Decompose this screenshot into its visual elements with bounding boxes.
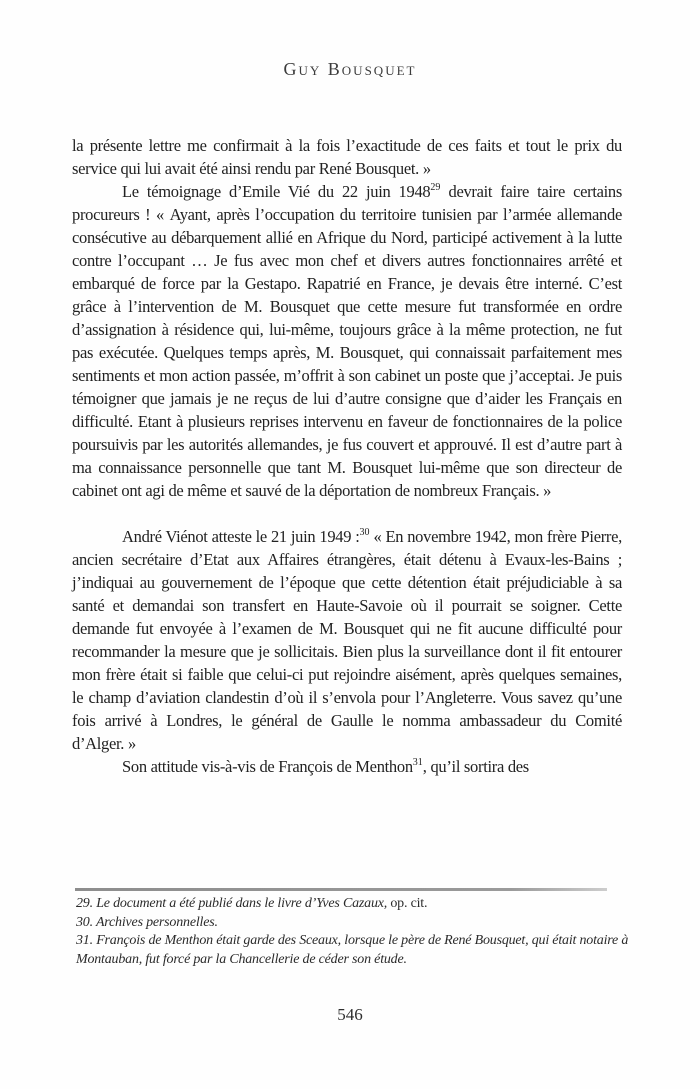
footnote-ref: 29	[430, 181, 441, 193]
footnote-text: Archives personnelles.	[95, 914, 218, 930]
footnote-text-roman: op. cit.	[387, 896, 428, 911]
footnote-text: François de Menthon était garde des Sceaux, lorsque le père de René Bousquet, qui était notaire à Montauban, fut forcé par la Chancellerie de céder son étude.	[76, 933, 629, 967]
paragraph: André Viénot atteste le 21 juin 1949 :$^{30}$ « En novembre 1942, mon frère Pierre, ancien secrétaire d’Etat aux Affaires étrangères, était détenu à Evaux-les-Bains ; j’indiquai au gouvernement de l’époque que cette détention était préjudiciable à sa santé et demandai son transfert en Haute-Savoie où il pourrait se soigner. Cette demande fut envoyée à l’examen de M. Bousquet qui ne fit aucune difficulté pour recommander la mesure que je sollicitais. Bien plus la surveillance dont il fit entourer mon frère était si faible que celui-ci put rejoindre aisément, après quelques semaines, le champ d’aviation clandestin d’où il s’envola pour l’Angleterre. Vous savez qu’une fois arrivé à Londres, le général de Gaulle le nomma ambassadeur du Comité d’Alger. »	[72, 526, 622, 753]
page-number: 546	[337, 1005, 363, 1024]
footnote-number: 31.	[76, 933, 97, 948]
footnote	[76, 895, 632, 914]
paragraph: la présente lettre me confirmait à la fois l’exactitude de ces faits et tout le prix du service qui lui avait été ainsi rendu par René Bousquet. »	[72, 136, 622, 178]
footnote-text: Le document a été publié dans le livre d’Yves Cazaux,	[96, 896, 388, 911]
footnote-separator	[75, 888, 607, 891]
footnotes-section	[76, 895, 632, 969]
body-text	[72, 134, 622, 778]
footnote-ref: 30	[359, 526, 370, 538]
footnote-number: 29.	[76, 896, 97, 911]
footnote	[76, 914, 632, 933]
paragraph: Le témoignage d’Emile Vié du 22 juin 1948$^{29}$ devrait faire taire certains procureurs ! « Ayant, après l’occupation du territoire tunisien par l’armée allemande consécutive au débarquement allié en Afrique du Nord, participé activement à la lutte contre l’occupant … Je fus avec mon chef et divers autres fonctionnaires arrêté et embarqué de force par la Gestapo. Rapatrié en France, je devais être interné. C’est grâce à l’intervention de M. Bousquet que cette mesure fut transformée en ordre d’assignation à résidence qui, lui-même, toujours grâce à la même protection, ne fut pas exécutée. Quelques temps après, M. Bousquet, qui connaissait parfaitement mes sentiments et mon action passée, m’offrit à son cabinet un poste que j’acceptai. Je puis témoigner que jamais je ne reçus de lui d’autre consigne que d’aider les Français en difficulté. Etant à plusieurs reprises intervenu en faveur de fonctionnaires de la police poursuivis par les autorités allemandes, je fus couvert et approuvé. Il est d’autre part à ma connaissance personnelle que tant M. Bousquet lui-même que son directeur de cabinet ont agi de même et sauvé de la déportation de nombreux Français. »	[72, 181, 622, 500]
footnote-number: 30.	[76, 914, 96, 930]
footnote	[76, 932, 632, 969]
running-header: Guy Bousquet	[283, 59, 417, 79]
paragraph: Son attitude vis-à-vis de François de Menthon$^{31}$, qu’il sortira des	[122, 756, 529, 776]
footnote-ref: 31	[412, 756, 423, 768]
